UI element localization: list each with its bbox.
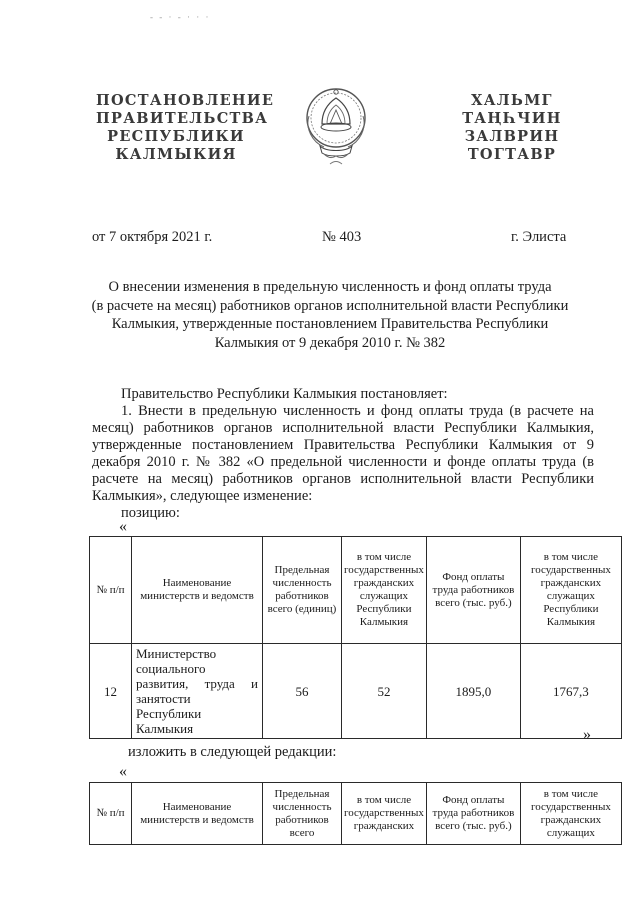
cell-num: 12: [90, 644, 132, 739]
cell-civil: 52: [342, 644, 427, 739]
ministry-name-line: Калмыкия: [136, 721, 194, 736]
open-quote-1: «: [119, 518, 127, 535]
close-quote-1: »: [583, 726, 591, 743]
ministry-word: труда: [204, 676, 235, 691]
header-cell-limit: Предельная численность работников всего (единиц): [263, 537, 342, 644]
header-cell-name: Наименование министерств и ведомств: [132, 783, 263, 845]
title-line: Калмыкия от 9 декабря 2010 г. № 382: [214, 334, 446, 351]
header-right-line: ТОГТАВР: [467, 146, 557, 163]
header-cell-civil-fund: в том числе государственных гражданских служащих Республики Калмыкия: [520, 537, 621, 644]
resolution-city: г. Элиста: [511, 229, 567, 245]
header-cell-limit: Предельная численность работников всего: [263, 783, 342, 845]
open-quote-2: «: [119, 763, 127, 780]
table-row: [90, 644, 622, 739]
header-left-ru: [96, 92, 275, 164]
position-table-new: [89, 782, 622, 845]
cell-civil-fund: 1767,3: [520, 644, 621, 739]
ministry-name-line: социального: [136, 661, 206, 676]
body-paragraph-position: позицию:: [121, 505, 180, 521]
header-left-line: КАЛМЫКИЯ: [115, 146, 237, 163]
replace-instruction: изложить в следующей редакции:: [128, 744, 337, 760]
kalmykia-coat-of-arms-icon: [300, 80, 372, 166]
resolution-number: № 403: [322, 229, 362, 245]
title-line: О внесении изменения в предельную численность и фонд оплаты труда: [108, 279, 552, 295]
resolution-title: [60, 278, 600, 352]
header-right-xal: [452, 92, 572, 164]
ministry-name-line: [136, 676, 258, 691]
header-cell-civil: в том числе государственных гражданских: [342, 783, 427, 845]
ministry-word: и: [251, 676, 258, 691]
header-left-line: ПРАВИТЕЛЬСТВА: [96, 110, 269, 127]
header-cell-num: № п/п: [90, 783, 132, 845]
cell-fund: 1895,0: [426, 644, 520, 739]
body-paragraph-item-1: 1. Внести в предельную численность и фонд оплаты труда (в расчете на месяц) работников органов исполнительной власти Республики Калмыкия, утвержденные постановлением Правительства Республики Калмыкия от 9 декабря 2010 г. № 382 «О предельной численности и фонде оплаты труда (в расчете на месяц) работников органов исполнительной власти Республики Калмыкия», следующее изменение:: [92, 403, 594, 504]
position-table-old: [89, 536, 622, 739]
table-header-row: [90, 783, 622, 845]
header-left-line: РЕСПУБЛИКИ: [107, 128, 245, 145]
header-cell-civil-fund: в том числе государственных гражданских служащих: [520, 783, 621, 845]
cell-ministry-name: [132, 644, 263, 739]
title-line: Калмыкия, утвержденные постановлением Правительства Республики: [111, 316, 549, 332]
table-header-row: [90, 537, 622, 644]
header-right-line: ХАЛЬМГ: [471, 92, 553, 109]
body-paragraph-decree: Правительство Республики Калмыкия постановляет:: [121, 386, 448, 402]
ministry-word: развития,: [136, 676, 189, 691]
resolution-date: от 7 октября 2021 г.: [92, 229, 213, 245]
header-cell-name: Наименование министерств и ведомств: [132, 537, 263, 644]
ministry-name-line: Министерство: [136, 646, 217, 661]
header-cell-fund: Фонд оплаты труда работников всего (тыс. руб.): [426, 537, 520, 644]
ministry-name-line: занятости Республики: [136, 691, 202, 721]
title-line: (в расчете на месяц) работников органов исполнительной власти Республики: [91, 297, 569, 314]
resolution-body: [92, 386, 594, 522]
header-cell-num: № п/п: [90, 537, 132, 644]
header-left-line: ПОСТАНОВЛЕНИЕ: [96, 92, 275, 109]
cell-limit: 56: [263, 644, 342, 739]
header-cell-civil: в том числе государственных гражданских служащих Республики Калмыкия: [342, 537, 427, 644]
scan-marks: - - · - · · ·: [150, 12, 211, 22]
header-cell-fund: Фонд оплаты труда работников всего (тыс. руб.): [426, 783, 520, 845]
header-right-line: ТАҢҺЧИН: [462, 110, 562, 127]
header-right-line: ЗАЛВРИН: [464, 128, 560, 145]
